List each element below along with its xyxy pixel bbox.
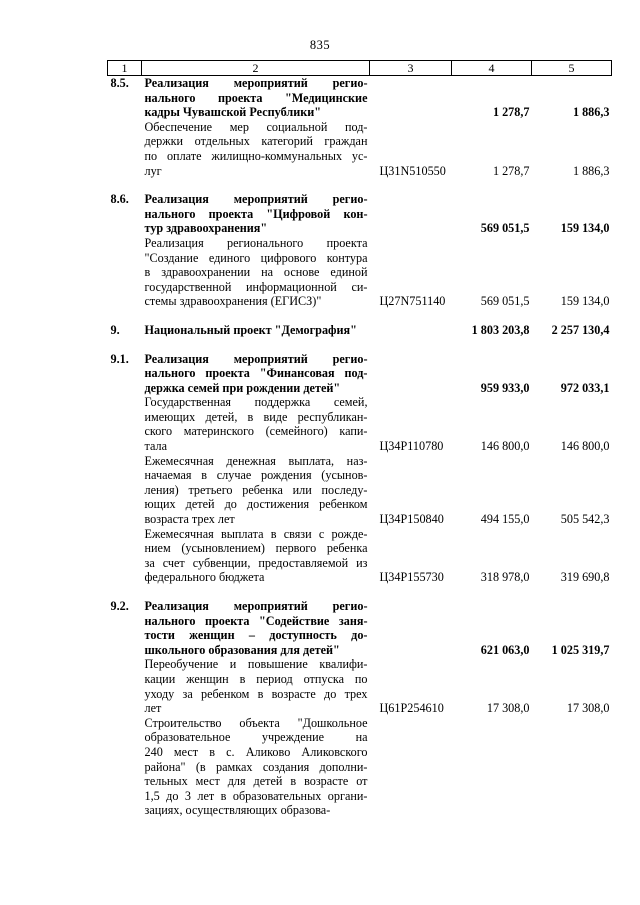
table-row xyxy=(108,323,612,338)
item-number xyxy=(108,454,142,527)
section-title-line: Реализация мероприятий регио- xyxy=(144,351,368,366)
spacer-cell xyxy=(452,309,532,323)
item-value-col5: 146 800,0 xyxy=(560,439,610,454)
section-title-line: Национальный проект "Демография" xyxy=(144,322,357,337)
section-total-col4: 959 933,0 xyxy=(480,380,530,395)
item-number xyxy=(108,236,142,309)
section-number: 9.2. xyxy=(110,599,129,613)
item-value-col4: 494 155,0 xyxy=(480,512,530,527)
section-title-line: кадры Чувашской Республики" xyxy=(144,105,322,120)
header-col-4: 4 xyxy=(452,61,532,76)
item-value-col5: 319 690,8 xyxy=(560,570,610,585)
table-row xyxy=(108,527,612,585)
item-code xyxy=(370,716,452,818)
item-description-line: Переобучение и повышение квалифи- xyxy=(144,657,368,672)
item-value-col4: 17 308,0 xyxy=(486,701,530,716)
row-spacer xyxy=(108,338,612,352)
table-row xyxy=(108,236,612,309)
item-number xyxy=(108,657,142,715)
section-title xyxy=(142,76,370,120)
item-description-line: лет xyxy=(144,701,162,716)
item-description-line: Ежемесячная выплата в связи с рожде- xyxy=(144,526,368,541)
page-number: 835 xyxy=(309,38,331,52)
section-number: 8.5. xyxy=(110,76,129,90)
item-description-line: нием (усыновлением) первого ребенка xyxy=(144,541,368,556)
spacer-cell xyxy=(532,338,612,352)
item-description-line: ления) третьего ребенка или последу- xyxy=(144,482,368,497)
item-description-line: имеющих детей, в виде республикан- xyxy=(144,409,368,424)
item-number xyxy=(108,527,142,585)
item-value-col4: 569 051,5 xyxy=(480,294,530,309)
item-number xyxy=(108,395,142,453)
budget-table xyxy=(107,60,612,818)
table-body xyxy=(108,76,612,818)
item-description xyxy=(142,657,370,715)
spacer-cell xyxy=(370,309,452,323)
spacer-cell xyxy=(108,309,142,323)
item-description xyxy=(142,454,370,527)
section-title-line: Реализация мероприятий регио- xyxy=(144,76,368,90)
item-value-col5 xyxy=(532,716,612,818)
table-row xyxy=(108,599,612,657)
header-col-5: 5 xyxy=(532,61,612,76)
table-row xyxy=(108,716,612,818)
section-title-line: Реализация мероприятий регио- xyxy=(144,599,368,613)
table-row xyxy=(108,454,612,527)
section-code xyxy=(370,192,452,236)
item-code: Ц61P254610 xyxy=(379,701,444,716)
item-number xyxy=(108,716,142,818)
section-title xyxy=(142,192,370,236)
item-description-line: федерального бюджета xyxy=(144,570,265,585)
section-title-line: школьного образования для детей" xyxy=(144,642,340,657)
item-code: Ц27N751140 xyxy=(379,294,446,309)
section-total-col4: 621 063,0 xyxy=(480,642,530,657)
item-value-col5: 159 134,0 xyxy=(560,294,610,309)
item-value-col4 xyxy=(452,716,532,818)
item-description-line: "Создание единого цифрового контура xyxy=(144,250,368,265)
section-total-col4: 1 803 203,8 xyxy=(471,322,530,337)
item-description-line: Строительство объекта "Дошкольное xyxy=(144,715,368,730)
section-number: 9.1. xyxy=(110,351,129,366)
item-description-line: держки отдельных категорий граждан xyxy=(144,134,368,149)
spacer-cell xyxy=(532,309,612,323)
item-code: Ц34P150840 xyxy=(379,512,444,527)
item-number xyxy=(108,120,142,178)
item-value-col4: 1 278,7 xyxy=(492,163,530,178)
table-header xyxy=(108,61,612,76)
item-description-line: по оплате жилищно-коммунальных ус- xyxy=(144,148,368,163)
item-description-line: ского материнского (семейного) капи- xyxy=(144,424,368,439)
header-col-3: 3 xyxy=(370,61,452,76)
section-total-col5: 1 025 319,7 xyxy=(551,642,610,657)
item-description-line: кации женщин в период отпуска по xyxy=(144,671,368,686)
section-title xyxy=(142,323,370,338)
section-total-col5: 159 134,0 xyxy=(560,221,610,236)
item-description-line: 1,5 до 3 лет в образовательных органи- xyxy=(144,788,368,803)
row-spacer xyxy=(108,309,612,323)
section-total-col4: 569 051,5 xyxy=(480,221,530,236)
section-title-line: нального проекта "Цифровой кон- xyxy=(144,206,368,221)
spacer-cell xyxy=(142,338,370,352)
section-title xyxy=(142,599,370,657)
section-title-line: нального проекта "Медицинские xyxy=(144,90,368,105)
item-value-col5: 505 542,3 xyxy=(560,512,610,527)
item-description xyxy=(142,120,370,178)
item-value-col5: 17 308,0 xyxy=(566,701,610,716)
item-description-line: тала xyxy=(144,439,167,454)
item-code: Ц31N510550 xyxy=(379,163,446,178)
table-row xyxy=(108,76,612,120)
item-description-line: Обеспечение мер социальной под- xyxy=(144,119,368,134)
item-code: Ц34P110780 xyxy=(379,439,444,454)
item-description-line: Ежемесячная денежная выплата, наз- xyxy=(144,453,368,468)
item-code: Ц34P155730 xyxy=(379,570,444,585)
section-title-line: тур здравоохранения" xyxy=(144,221,268,236)
item-description-line: начаемая в случае рождения (усынов- xyxy=(144,468,368,483)
item-description-line: стемы здравоохранения (ЕГИСЗ)" xyxy=(144,294,322,309)
item-description-line: Государственная поддержка семей, xyxy=(144,395,368,410)
item-description xyxy=(142,395,370,453)
section-code xyxy=(370,323,452,338)
item-value-col4: 318 978,0 xyxy=(480,570,530,585)
section-code xyxy=(370,76,452,120)
section-title-line: нального проекта "Финансовая под- xyxy=(144,366,368,381)
item-description-line: 240 мест в с. Аликово Аликовского xyxy=(144,744,368,759)
spacer-cell xyxy=(108,338,142,352)
table-row xyxy=(108,395,612,453)
table-row xyxy=(108,657,612,715)
item-description-line: уходу за ребенком в возрасте до трех xyxy=(144,686,368,701)
section-title xyxy=(142,352,370,396)
section-title-line: держка семей при рождении детей" xyxy=(144,380,341,395)
spacer-cell xyxy=(108,178,142,192)
item-description-line: Реализация регионального проекта xyxy=(144,235,368,250)
spacer-cell xyxy=(452,338,532,352)
item-description-line: за счет субвенции, предоставляемой из xyxy=(144,555,368,570)
row-spacer xyxy=(108,178,612,192)
spacer-cell xyxy=(142,585,370,599)
row-spacer xyxy=(108,585,612,599)
spacer-cell xyxy=(142,309,370,323)
section-total-col5: 972 033,1 xyxy=(560,380,610,395)
section-code xyxy=(370,599,452,657)
spacer-cell xyxy=(452,585,532,599)
item-description-line: государственной информационной си- xyxy=(144,279,368,294)
item-value-col5: 1 886,3 xyxy=(572,163,610,178)
section-total-col5: 1 886,3 xyxy=(572,105,610,120)
spacer-cell xyxy=(142,178,370,192)
spacer-cell xyxy=(452,178,532,192)
section-title-line: Реализация мероприятий регио- xyxy=(144,192,368,207)
header-col-1: 1 xyxy=(108,61,142,76)
section-number: 9. xyxy=(110,322,120,337)
item-value-col4: 146 800,0 xyxy=(480,439,530,454)
item-description xyxy=(142,716,370,818)
item-description-line: зациях, осуществляющих образова- xyxy=(144,803,331,818)
section-title-line: тости женщин – доступность до- xyxy=(144,628,368,643)
section-total-col5: 2 257 130,4 xyxy=(551,322,610,337)
section-title-line: нального проекта "Содействие заня- xyxy=(144,613,368,628)
header-col-2: 2 xyxy=(142,61,370,76)
section-total-col4: 1 278,7 xyxy=(492,105,530,120)
spacer-cell xyxy=(108,585,142,599)
table-row xyxy=(108,352,612,396)
section-number: 8.6. xyxy=(110,192,129,207)
item-description-line: ющих детей до достижения ребенком xyxy=(144,497,368,512)
spacer-cell xyxy=(532,585,612,599)
spacer-cell xyxy=(370,585,452,599)
item-description-line: района" (в рамках создания дополни- xyxy=(144,759,368,774)
spacer-cell xyxy=(370,338,452,352)
spacer-cell xyxy=(532,178,612,192)
item-description-line: луг xyxy=(144,163,162,178)
table-row xyxy=(108,120,612,178)
item-description xyxy=(142,236,370,309)
section-code xyxy=(370,352,452,396)
item-description-line: в здравоохранении на основе единой xyxy=(144,265,368,280)
spacer-cell xyxy=(370,178,452,192)
item-description-line: тельных мест для детей в возрасте от xyxy=(144,774,368,789)
table-row xyxy=(108,192,612,236)
item-description xyxy=(142,527,370,585)
item-description-line: образовательное учреждение на xyxy=(144,730,368,745)
item-description-line: возраста трех лет xyxy=(144,512,235,527)
